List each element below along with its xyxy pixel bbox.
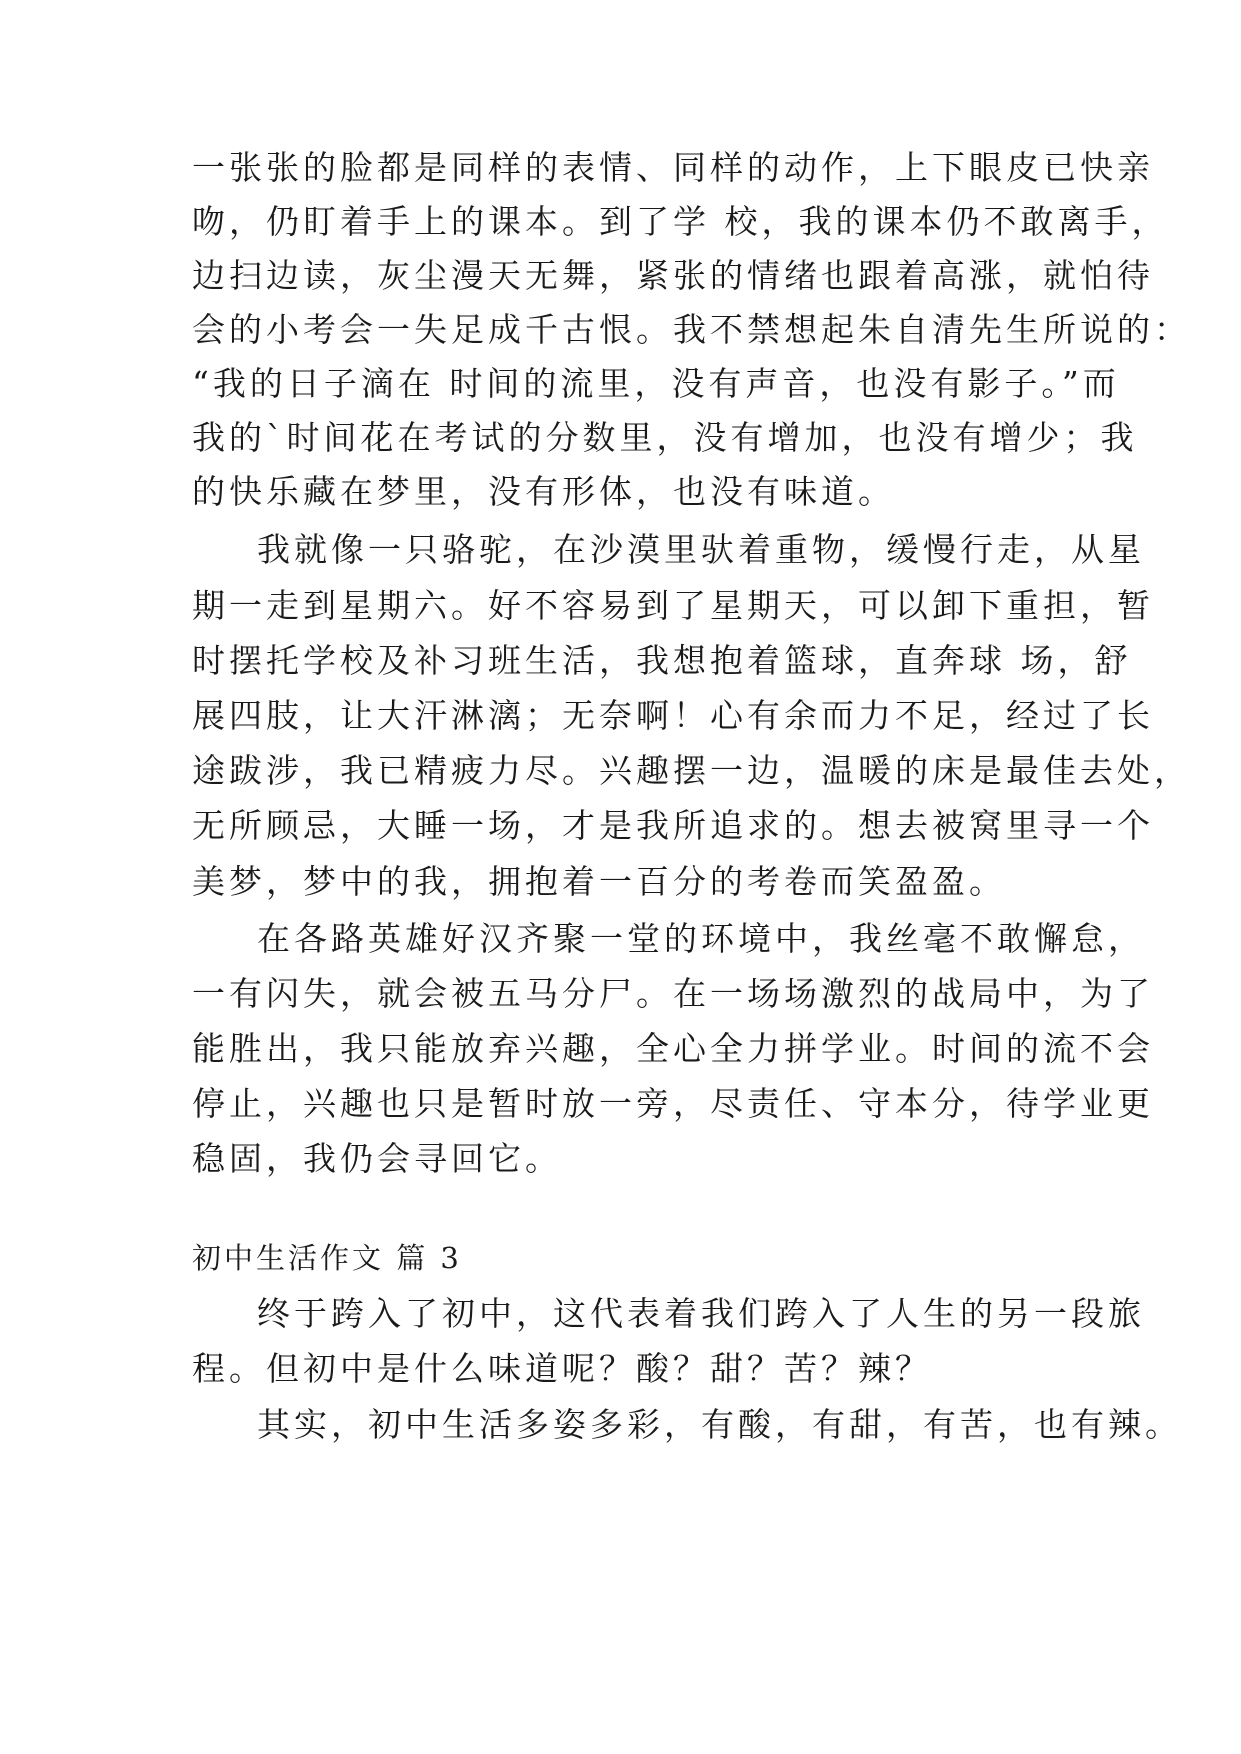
paragraph-line: 一张张的脸都是同样的表情、同样的动作，上下眼皮已快亲 xyxy=(192,148,1154,187)
paragraph-line: 边扫边读，灰尘漫天无舞，紧张的情绪也跟着高涨，就怕待 xyxy=(192,256,1154,295)
paragraph-line: 途跋涉，我已精疲力尽。兴趣摆一边，温暖的床是最佳去处， xyxy=(192,751,1191,790)
paragraph-line: 一有闪失，就会被五马分尸。在一场场激烈的战局中，为了 xyxy=(192,974,1154,1013)
paragraph-line: 能胜出，我只能放弃兴趣，全心全力拼学业。时间的流不会 xyxy=(192,1029,1154,1068)
paragraph-line: 美梦，梦中的我，拥抱着一百分的考卷而笑盈盈。 xyxy=(192,862,1006,901)
paragraph-line: 我的`时间花在考试的分数里，没有增加，也没有增少；我 xyxy=(192,418,1138,457)
paragraph-line: 在各路英雄好汉齐聚一堂的环境中，我丝毫不敢懈怠， xyxy=(257,919,1145,958)
section-heading: 初中生活作文 篇 3 xyxy=(192,1241,462,1275)
paragraph-line: 终于跨入了初中，这代表着我们跨入了人生的另一段旅 xyxy=(257,1294,1145,1333)
paragraph-line: 时摆托学校及补习班生活，我想抱着篮球，直奔球 场，舒 xyxy=(192,641,1132,680)
paragraph-line: 稳固，我仍会寻回它。 xyxy=(192,1139,562,1178)
paragraph-line: 我就像一只骆驼，在沙漠里驮着重物，缓慢行走，从星 xyxy=(257,530,1145,569)
paragraph-line: 期一走到星期六。好不容易到了星期天，可以卸下重担，暂 xyxy=(192,586,1154,625)
paragraph-line: 其实，初中生活多姿多彩，有酸，有甜，有苦，也有辣。 xyxy=(257,1405,1182,1444)
paragraph-line: 停止，兴趣也只是暂时放一旁，尽责任、守本分，待学业更 xyxy=(192,1084,1154,1123)
paragraph-line: 吻，仍盯着手上的课本。到了学 校，我的课本仍不敢离手， xyxy=(192,202,1169,241)
paragraph-line: 会的小考会一失足成千古恨。我不禁想起朱自清先生所说的： xyxy=(192,310,1191,349)
paragraph-line: 展四肢，让大汗淋漓；无奈啊！心有余而力不足，经过了长 xyxy=(192,696,1154,735)
paragraph-line: 的快乐藏在梦里，没有形体，也没有味道。 xyxy=(192,472,895,511)
paragraph-line: 程。但初中是什么味道呢？酸？甜？苦？辣？ xyxy=(192,1349,932,1388)
paragraph-line: “我的日子滴在 时间的流里，没有声音，也没有影子。”而 xyxy=(192,364,1120,403)
paragraph-line: 无所顾忌，大睡一场，才是我所追求的。想去被窝里寻一个 xyxy=(192,806,1154,845)
